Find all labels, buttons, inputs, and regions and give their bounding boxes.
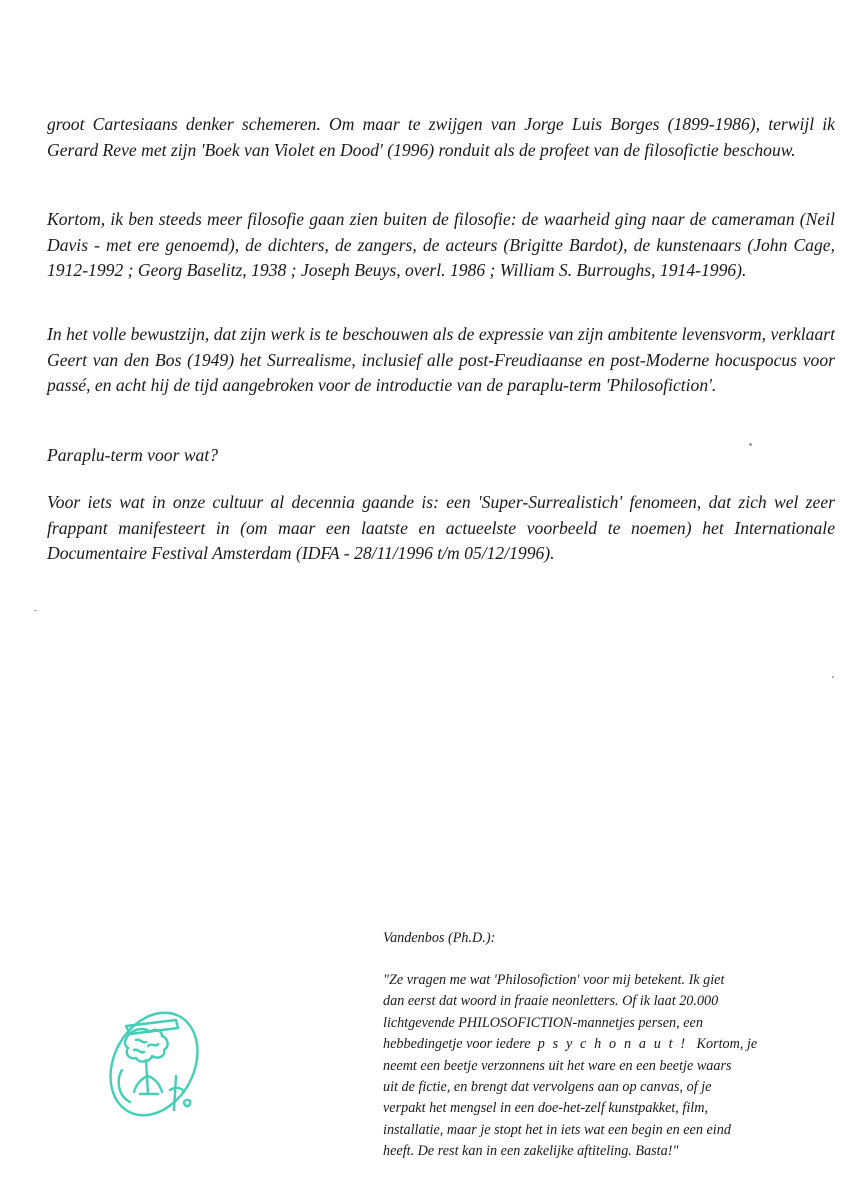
quote-line: neemt een beetje verzonnens uit het ware en een beetje waars: [383, 1057, 732, 1074]
psychonaut-word: psychonaut!: [537, 1036, 693, 1053]
quote-line: uit de fictie, en brengt dat vervolgens aan op canvas, of je: [383, 1079, 712, 1096]
scan-speck: [832, 676, 834, 678]
quote-line: [383, 1034, 823, 1055]
tree-stamp-icon: [96, 1006, 214, 1132]
quote-line: heeft. De rest kan in een zakelijke aftiteling. Basta!": [383, 1143, 679, 1160]
paragraph-2: Kortom, ik ben steeds meer filosofie gaan zien buiten de filosofie: de waarheid ging naar de cameraman (Neil Davis - met ere genoemd), de dichters, de zangers, de acteurs (Brigitte Bardot), de kunstenaars (John Cage, 1912-1992 ; Georg Baselitz, 1938 ; Joseph Beuys, overl. 1986 ; William S. Burroughs, 1914-1996).: [47, 209, 835, 280]
scan-speck: [34, 610, 37, 611]
author-signature-line: Vandenbos (Ph.D.):: [383, 930, 496, 946]
quote-line: verpakt het mengsel in een doe-het-zelf kunstpakket, film,: [383, 1100, 709, 1117]
quote-line: dan eerst dat woord in fraaie neonletters. Of ik laat 20.000: [383, 993, 719, 1010]
quote-fragment: Kortom, je: [696, 1036, 758, 1053]
paragraph-5: Voor iets wat in onze cultuur al decennia gaande is: een 'Super-Surrealistich' fenomeen, dat zich wel zeer frappant manifesteert in (om maar een laatste en actueelste voorbeeld te noemen) het Internationale Documentaire Festival Amsterdam (IDFA - 28/11/1996 t/m 05/12/1996).: [47, 492, 835, 563]
paragraph-3: In het volle bewustzijn, dat zijn werk is te beschouwen als de expressie van zijn ambitente levensvorm, verklaart Geert van den Bos (1949) het Surrealisme, inclusief alle post-Freudiaanse en post-Moderne hocuspocus voor passé, en acht hij de tijd aangebroken voor de introductie van de paraplu-term 'Philosofiction'.: [47, 324, 835, 395]
quote-line: "Ze vragen me wat 'Philosofiction' voor mij betekent. Ik giet: [383, 972, 725, 988]
quote-fragment: hebbedingetje voor iedere: [383, 1036, 531, 1053]
author-quote: [383, 970, 823, 1163]
quote-line: lichtgevende PHILOSOFICTION-mannetjes persen, een: [383, 1014, 703, 1031]
paragraph-question: Paraplu-term voor wat?: [47, 445, 219, 465]
quote-line: installatie, maar je stopt het in iets wat een begin en een eind: [383, 1121, 731, 1138]
scan-speck: [749, 443, 752, 446]
paragraph-1: groot Cartesiaans denker schemeren. Om maar te zwijgen van Jorge Luis Borges (1899-1986), terwijl ik Gerard Reve met zijn 'Boek van Violet en Dood' (1996) ronduit als de profeet van de filosofictie beschouw.: [47, 114, 835, 160]
